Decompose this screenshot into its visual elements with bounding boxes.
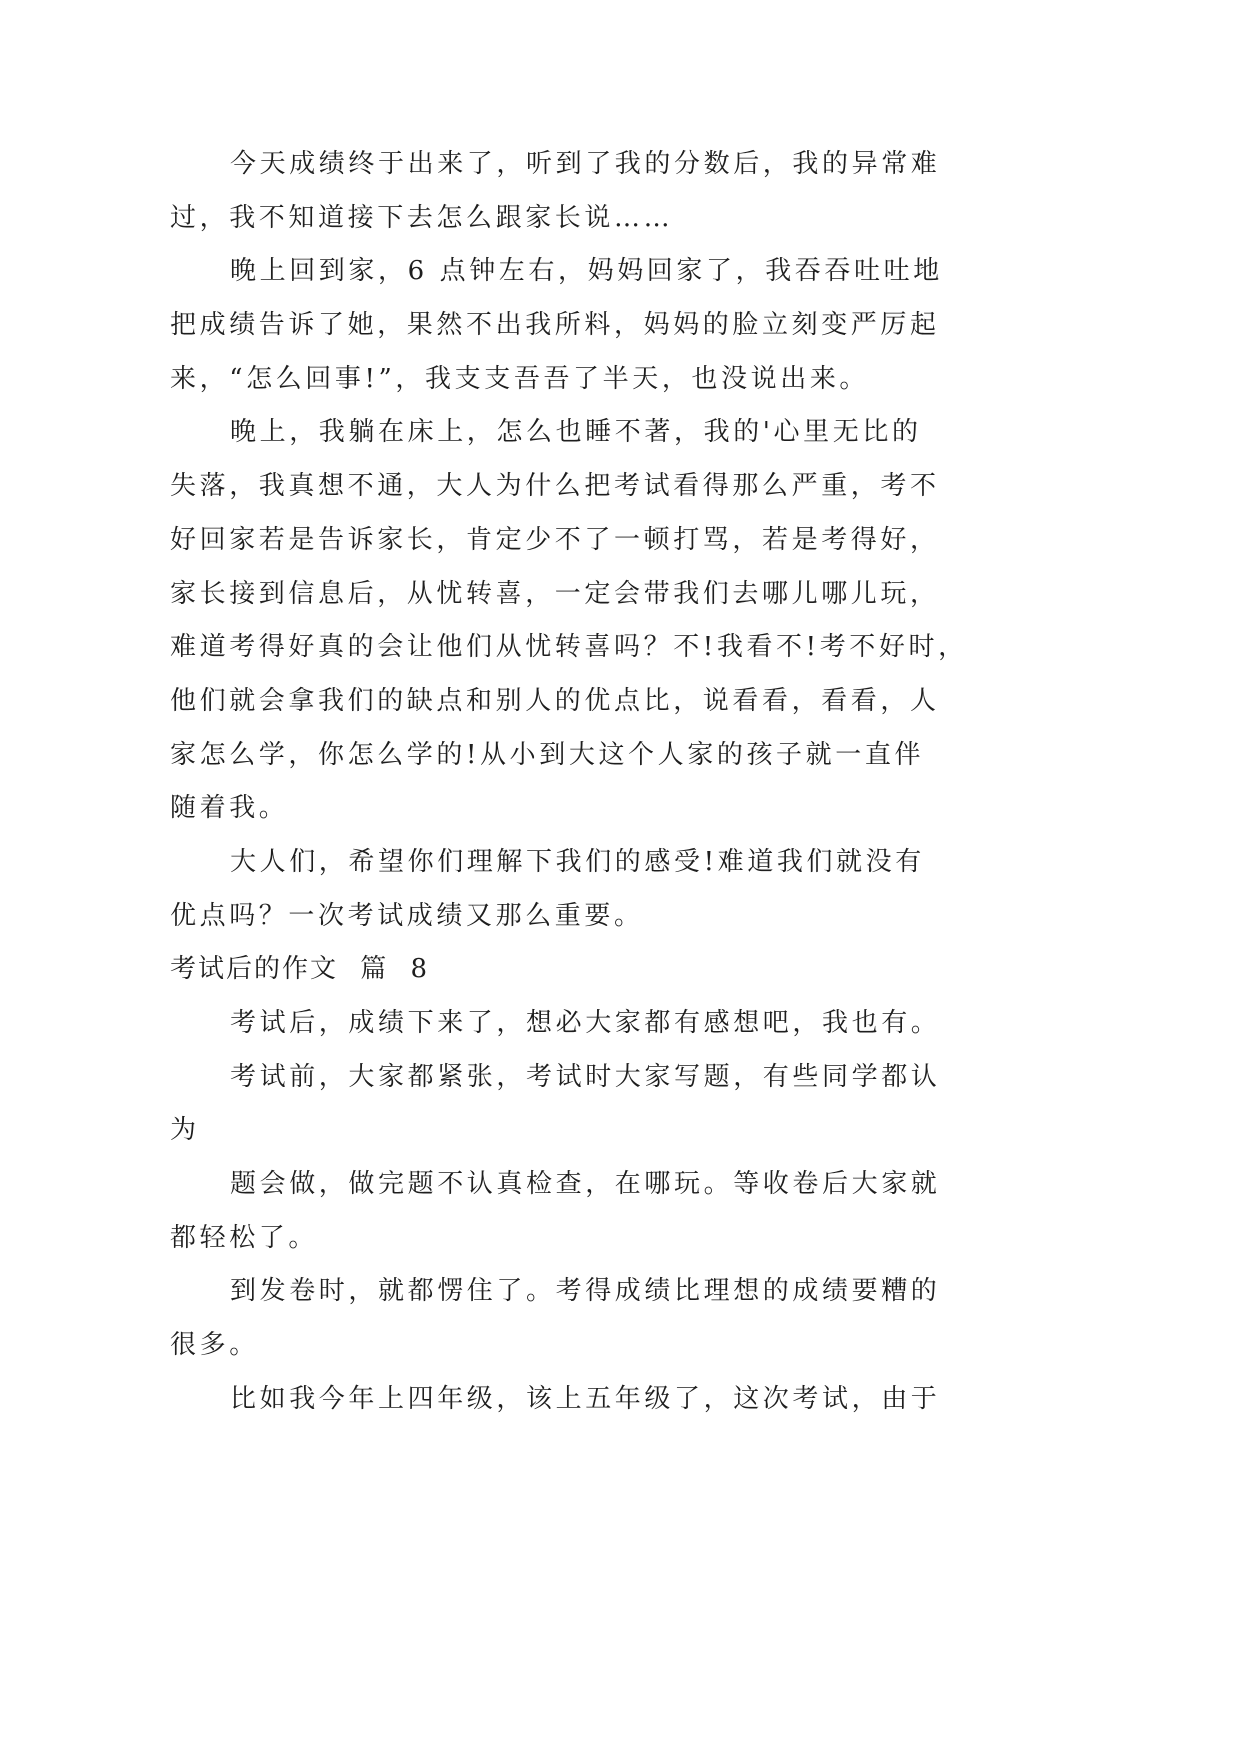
text-line: 家长接到信息后，从忧转喜，一定会带我们去哪儿哪儿玩，	[170, 578, 940, 609]
text-line: 晚上回到家，6 点钟左右，妈妈回家了，我吞吞吐吐地	[230, 256, 943, 287]
text-line: 晚上，我躺在床上，怎么也睡不著，我的'心里无比的	[230, 417, 922, 448]
text-line: 来，“怎么回事!”，我支支吾吾了半天，也没说出来。	[170, 363, 870, 394]
text-line: 过，我不知道接下去怎么跟家长说……	[170, 202, 674, 233]
text-line: 考试前，大家都紧张，考试时大家写题，有些同学都认	[230, 1061, 941, 1092]
text-line: 好回家若是告诉家长，肯定少不了一顿打骂，若是考得好，	[170, 524, 940, 555]
section-heading: 考试后的作文 篇 8	[170, 954, 430, 985]
text-line: 难道考得好真的会让他们从忧转喜吗？不!我看不!考不好时，	[170, 632, 968, 663]
text-line: 大人们，希望你们理解下我们的感受!难道我们就没有	[230, 846, 925, 877]
text-line: 到发卷时，就都愣住了。考得成绩比理想的成绩要糟的	[230, 1276, 941, 1307]
text-line: 很多。	[170, 1330, 259, 1361]
text-line: 失落，我真想不通，大人为什么把考试看得那么严重，考不	[170, 471, 940, 502]
text-line: 都轻松了。	[170, 1222, 319, 1253]
text-line: 为	[170, 1115, 200, 1146]
text-line: 优点吗？一次考试成绩又那么重要。	[170, 900, 644, 931]
text-line: 比如我今年上四年级，该上五年级了，这次考试，由于	[230, 1383, 941, 1414]
text-line: 把成绩告诉了她，果然不出我所料，妈妈的脸立刻变严厉起	[170, 310, 940, 341]
text-line: 他们就会拿我们的缺点和别人的优点比，说看看，看看，人	[170, 685, 940, 716]
document-body	[170, 138, 1170, 1427]
text-line: 题会做，做完题不认真检查，在哪玩。等收卷后大家就	[230, 1169, 941, 1200]
text-line: 家怎么学，你怎么学的!从小到大这个人家的孩子就一直伴	[170, 739, 925, 770]
text-line: 考试后，成绩下来了，想必大家都有感想吧，我也有。	[230, 1008, 941, 1038]
text-line: 随着我。	[170, 793, 289, 824]
text-line: 今天成绩终于出来了，听到了我的分数后，我的异常难	[230, 149, 941, 179]
